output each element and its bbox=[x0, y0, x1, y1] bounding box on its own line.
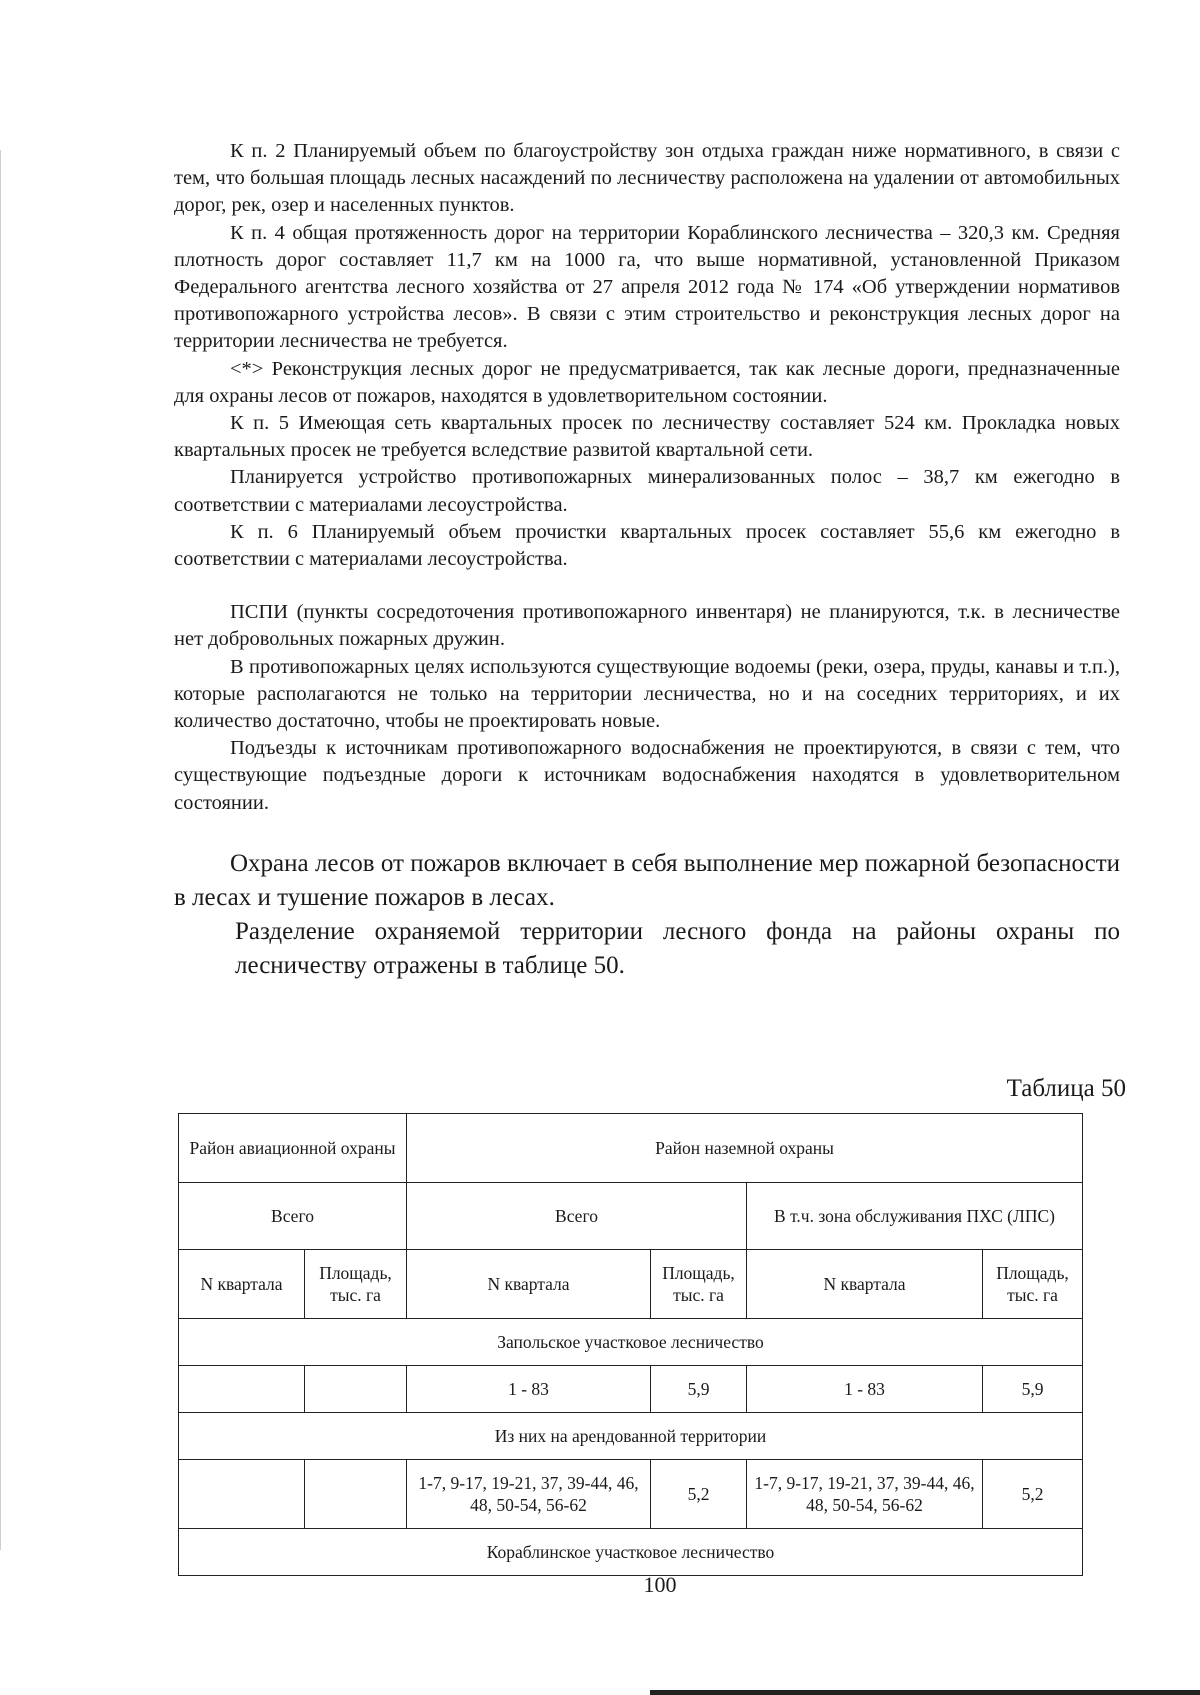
body-text bbox=[174, 138, 1120, 983]
scan-edge-line bbox=[650, 1690, 1200, 1695]
header-aviation: Район авиационной охраны bbox=[179, 1114, 407, 1183]
paragraph-mineral-strips: Планируется устройство противопожарных минерализованных полос – 38,7 км ежегодно в соответствии с материалами лесоустройства. bbox=[174, 466, 1120, 516]
section-korablinskoe: Кораблинское участковое лесничество bbox=[179, 1529, 1083, 1576]
cell-service-quarter: 1-7, 9-17, 19-21, 37, 39-44, 46, 48, 50-54, 56-62 bbox=[747, 1460, 983, 1529]
cell-service-area: 5,9 bbox=[983, 1366, 1083, 1413]
section-leased: Из них на арендованной территории bbox=[179, 1413, 1083, 1460]
spacer bbox=[174, 817, 1120, 847]
table-section-row bbox=[179, 1413, 1083, 1460]
paragraph-water-bodies: В противопожарных целях используются существующие водоемы (реки, озера, пруды, канавы и т.п.), которые располагаются не только на территории лесничества, но и на соседних территориях, и их количество достаточно, чтобы не проектировать новые. bbox=[174, 655, 1120, 733]
cell-service-area: 5,2 bbox=[983, 1460, 1083, 1529]
paragraph-p5: К п. 5 Имеющая сеть квартальных просек по лесничеству составляет 524 км. Прокладка новых квартальных просек не требуется вследствие развитой квартальной сети. bbox=[174, 412, 1120, 462]
spacer bbox=[174, 573, 1120, 599]
col-area: Площадь, тыс. га bbox=[651, 1250, 747, 1319]
table-columns-row bbox=[179, 1250, 1083, 1319]
cell-service-quarter: 1 - 83 bbox=[747, 1366, 983, 1413]
cell-aviation-area bbox=[305, 1460, 407, 1529]
table-caption: Таблица 50 bbox=[1006, 1075, 1126, 1102]
table-header-row bbox=[179, 1114, 1083, 1183]
col-quarter: N квартала bbox=[747, 1250, 983, 1319]
cell-ground-quarter: 1-7, 9-17, 19-21, 37, 39-44, 46, 48, 50-54, 56-62 bbox=[407, 1460, 651, 1529]
table-section-row bbox=[179, 1529, 1083, 1576]
paragraph-fire-protection: Охрана лесов от пожаров включает в себя выполнение мер пожарной безопасности в лесах и тушение пожаров в лесах. bbox=[174, 849, 1120, 911]
col-quarter: N квартала bbox=[407, 1250, 651, 1319]
subheader-aviation-total: Всего bbox=[179, 1183, 407, 1250]
paragraph-access-roads: Подъезды к источникам противопожарного водоснабжения не проектируются, в связи с тем, что существующие подъездные дороги к источникам водоснабжения находятся в удовлетворительном состоянии. bbox=[174, 737, 1120, 814]
table-section-row bbox=[179, 1319, 1083, 1366]
cell-ground-area: 5,9 bbox=[651, 1366, 747, 1413]
cell-aviation-area bbox=[305, 1366, 407, 1413]
cell-aviation-quarter bbox=[179, 1366, 305, 1413]
cell-aviation-quarter bbox=[179, 1460, 305, 1529]
paragraph-pspi: ПСПИ (пункты сосредоточения противопожарного инвентаря) не планируются, т.к. в лесничестве нет добровольных пожарных дружин. bbox=[174, 601, 1120, 651]
col-area: Площадь, тыс. га bbox=[305, 1250, 407, 1319]
scan-edge-mark bbox=[0, 150, 1, 1550]
paragraph-table-intro: Разделение охраняемой территории лесного фонда на районы охраны по лесничеству отражены в таблице 50. bbox=[235, 917, 1120, 979]
cell-ground-quarter: 1 - 83 bbox=[407, 1366, 651, 1413]
paragraph-note: <*> Реконструкция лесных дорог не предусматривается, так как лесные дороги, предназначенные для охраны лесов от пожаров, находятся в удовлетворительном состоянии. bbox=[174, 357, 1120, 407]
protection-zones-table bbox=[178, 1113, 1083, 1576]
paragraph-p2: К п. 2 Планируемый объем по благоустройству зон отдыха граждан ниже нормативного, в связи с тем, что большая площадь лесных насаждений по лесничеству расположена на удалении от автомобильных дорог, рек, озер и населенных пунктов. bbox=[174, 140, 1120, 217]
header-ground: Район наземной охраны bbox=[407, 1114, 1083, 1183]
table-subheader-row bbox=[179, 1183, 1083, 1250]
col-quarter: N квартала bbox=[179, 1250, 305, 1319]
col-area: Площадь, тыс. га bbox=[983, 1250, 1083, 1319]
page-number: 100 bbox=[643, 1572, 677, 1597]
paragraph-p4: К п. 4 общая протяженность дорог на территории Кораблинского лесничества – 320,3 км. Средняя плотность дорог составляет 11,7 км на 1000 га, что выше нормативной, установленной Приказом Федерального агентства лесного хозяйства от 27 апреля 2012 года № 174 «Об утверждении нормативов противопожарного устройства лесов». В связи с этим строительство и реконструкция лесных дорог на территории лесничества не требуется. bbox=[174, 221, 1120, 353]
subheader-ground-total: Всего bbox=[407, 1183, 747, 1250]
cell-ground-area: 5,2 bbox=[651, 1460, 747, 1529]
paragraph-p6: К п. 6 Планируемый объем прочистки квартальных просек составляет 55,6 км ежегодно в соответствии с материалами лесоустройства. bbox=[174, 520, 1120, 571]
table-row bbox=[179, 1460, 1083, 1529]
section-zapolskoe: Запольское участковое лесничество bbox=[179, 1319, 1083, 1366]
subheader-service-zone: В т.ч. зона обслуживания ПХС (ЛПС) bbox=[747, 1183, 1083, 1250]
table-row bbox=[179, 1366, 1083, 1413]
